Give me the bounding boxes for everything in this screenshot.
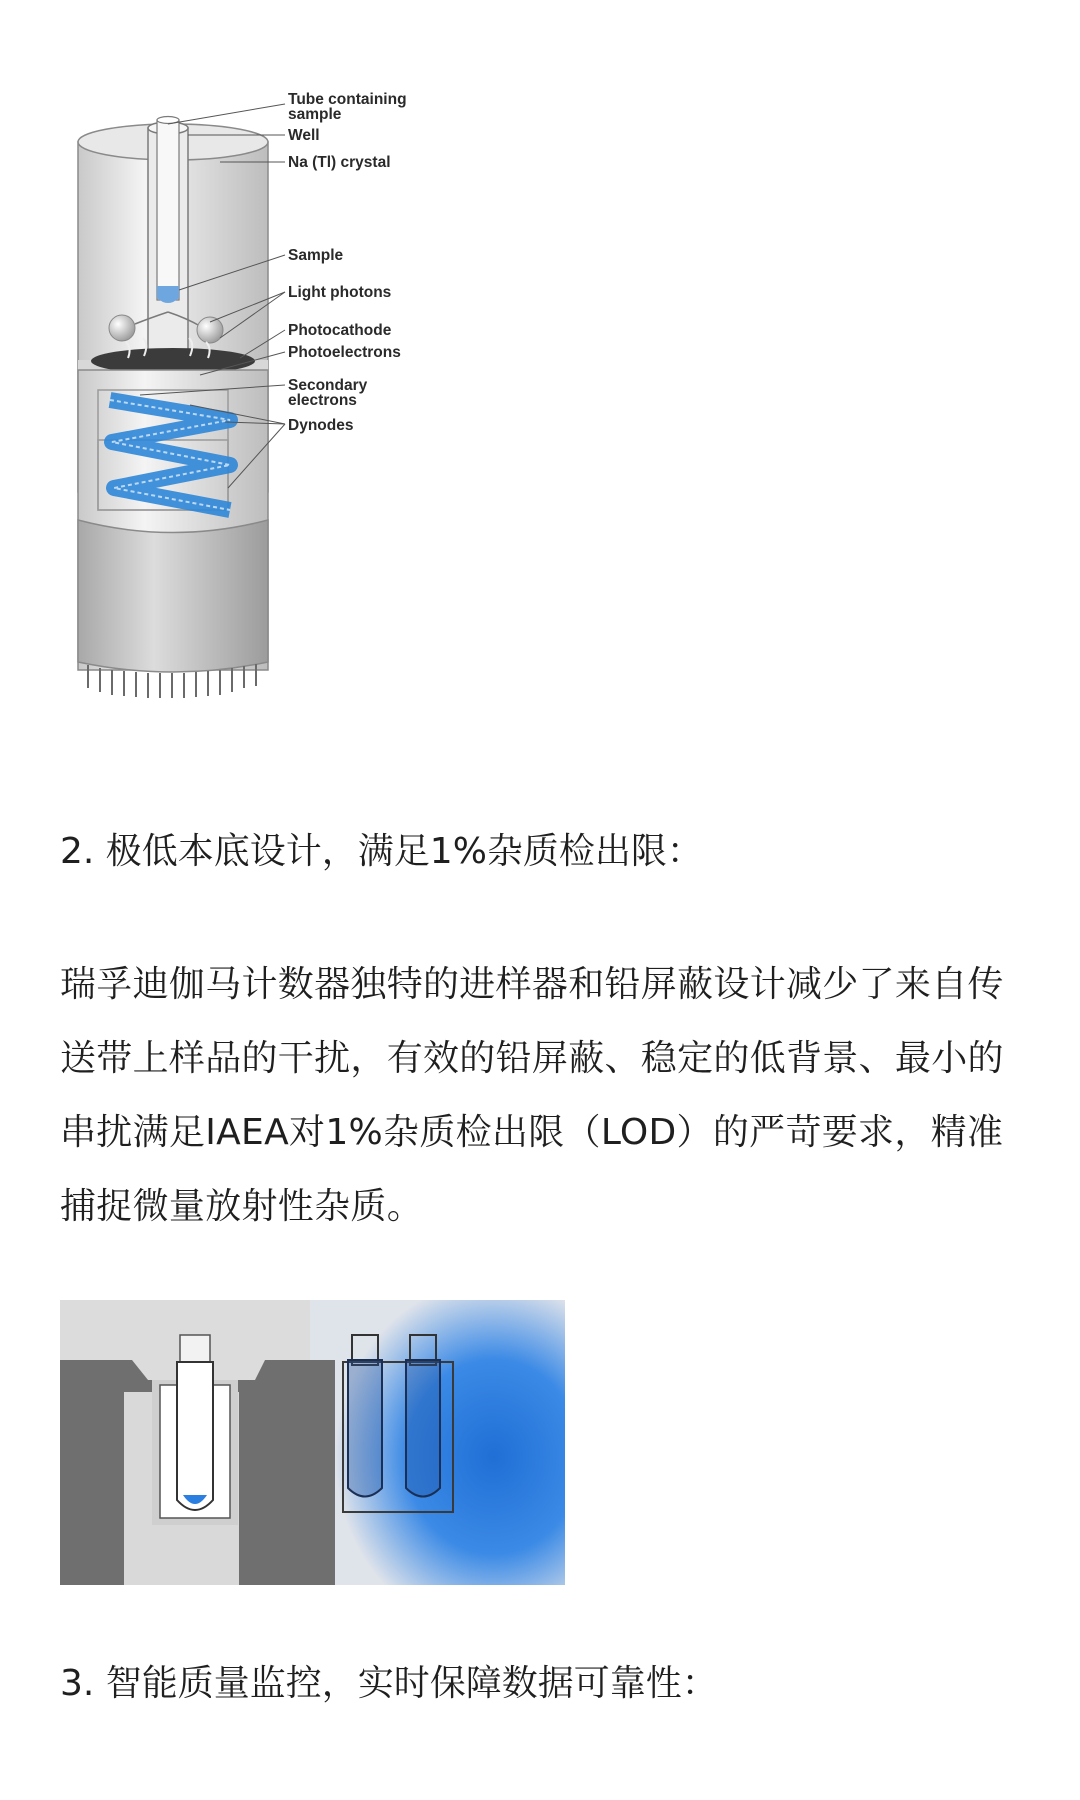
label-photons: Light photons bbox=[288, 284, 392, 301]
label-sample: Sample bbox=[288, 247, 344, 264]
section-heading-2: 2. 极低本底设计，满足1%杂质检出限： bbox=[60, 831, 703, 872]
section-paragraph-2: 瑞孚迪伽马计数器独特的进样器和铅屏蔽设计减少了来自传送带上样品的干扰，有效的铅屏蔽、稳定的低背景、最小的串扰满足IAEA对1%杂质检出限（LOD）的严苛要求，精准捕捉微量放射性杂质。 bbox=[60, 964, 1004, 1227]
shielding-diagram bbox=[60, 1300, 565, 1585]
label-tube: Tube containing bbox=[288, 91, 407, 108]
label-photoelectrons: Photoelectrons bbox=[288, 344, 401, 361]
section-heading-3: 3. 智能质量监控，实时保障数据可靠性： bbox=[60, 1663, 718, 1704]
sample-tube-left bbox=[177, 1335, 213, 1510]
well-tube bbox=[148, 117, 188, 364]
pmt-base bbox=[78, 520, 268, 672]
label-secondary: Secondary bbox=[288, 377, 368, 394]
label-dynodes: Dynodes bbox=[288, 417, 354, 434]
detector-diagram bbox=[40, 90, 520, 780]
label-photocathode: Photocathode bbox=[288, 322, 392, 339]
label-well: Well bbox=[288, 127, 320, 144]
label-secondary-2: electrons bbox=[288, 392, 357, 409]
label-crystal: Na (Tl) crystal bbox=[288, 154, 391, 171]
label-tube-2: sample bbox=[288, 106, 342, 123]
